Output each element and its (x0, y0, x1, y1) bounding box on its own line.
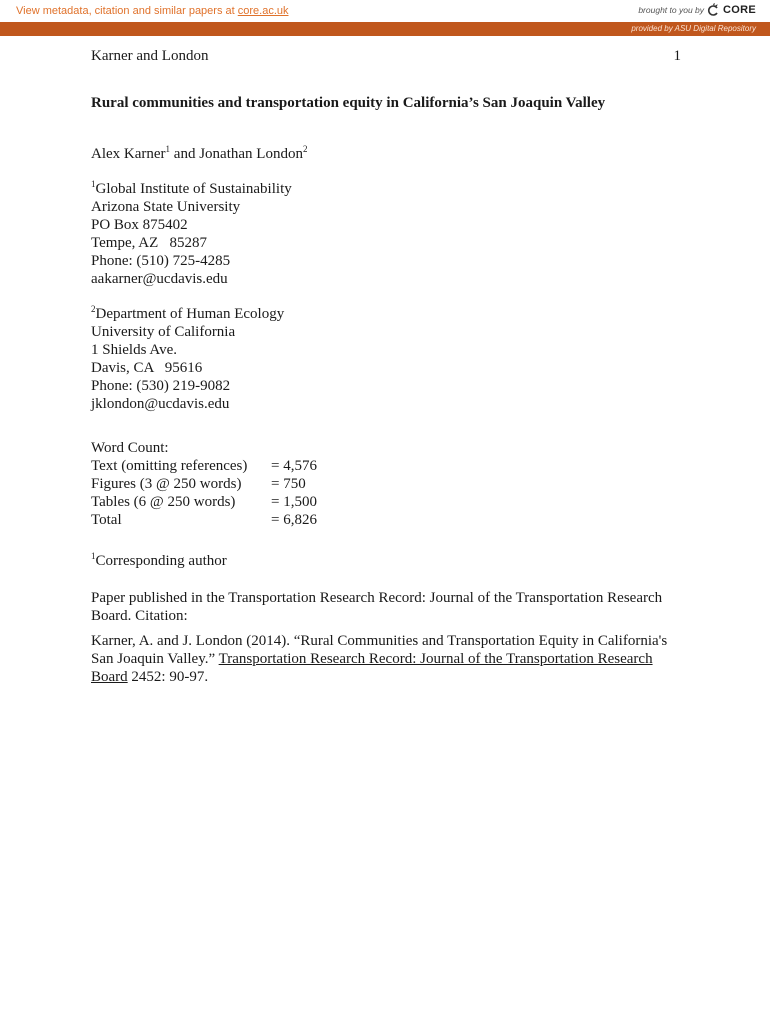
word-count (91, 439, 317, 529)
affiliation-2-line: Davis, CA 95616 (91, 360, 203, 376)
core-logo-icon (707, 3, 720, 17)
affiliation-1-email[interactable]: aakarner@ucdavis.edu (91, 271, 228, 287)
author-1-sup: 1 (165, 144, 171, 154)
core-provided-bar (0, 22, 770, 36)
affiliation-2-sup: 2 (91, 304, 96, 314)
author-line (91, 145, 307, 163)
word-count-label: Total (91, 512, 122, 528)
word-count-value: = 1,500 (271, 494, 317, 510)
affiliation-2-email[interactable]: jklondon@ucdavis.edu (91, 396, 230, 412)
affiliation-2-phone: Phone: (530) 219-9082 (91, 378, 231, 394)
word-count-label: Text (omitting references) (91, 458, 248, 474)
corresponding-text: Corresponding author (95, 553, 227, 569)
affiliation-1 (91, 180, 292, 288)
word-count-label: Tables (6 @ 250 words) (91, 494, 236, 510)
core-metadata-prefix: View metadata, citation and similar papers at (16, 5, 238, 17)
affiliation-2 (91, 305, 284, 413)
corresponding-sup: 1 (91, 551, 96, 561)
core-brought-by[interactable] (638, 3, 756, 17)
affiliation-2-line: $^2$Department of Human Ecology (91, 304, 285, 322)
word-count-row (91, 511, 317, 529)
author-2-name: Jonathan London (199, 146, 303, 162)
citation-suffix: 2452: 90-97. (127, 669, 209, 685)
core-link[interactable]: core.ac.uk (237, 5, 289, 17)
affiliation-1-line: Arizona State University (91, 199, 241, 215)
core-banner (0, 0, 770, 22)
word-count-row (91, 457, 317, 475)
word-count-row (91, 493, 317, 511)
word-count-value: = 6,826 (271, 512, 317, 528)
page-number: 1 (673, 48, 681, 64)
citation-journal-link[interactable]: Transportation Research Record: Journal of the Transportation Research Board (91, 651, 653, 685)
brought-by-text: brought to you by (638, 5, 705, 15)
paper-title: Rural communities and transportation equity in California’s San Joaquin Valley (91, 95, 606, 111)
published-note: Paper published in the Transportation Research Record: Journal of the Transportation Research Board. Citation: (91, 590, 663, 624)
affiliation-1-phone: Phone: (510) 725-4285 (91, 253, 231, 269)
affiliation-1-sup: 1 (91, 179, 96, 189)
corresponding-author-note (91, 552, 227, 570)
affiliation-1-line: PO Box 875402 (91, 217, 188, 233)
core-metadata-text (16, 5, 289, 17)
affiliation-2-line: University of California (91, 324, 236, 340)
word-count-heading: Word Count: (91, 440, 169, 456)
word-count-label: Figures (3 @ 250 words) (91, 476, 242, 492)
citation-prefix: Karner, A. and J. London (2014). “Rural Communities and Transportation Equity in California's San Joaquin Valley.” (91, 633, 668, 667)
author-conjunction: and (170, 146, 200, 162)
running-head-authors: Karner and London (91, 48, 209, 64)
core-logo-text: CORE (723, 4, 756, 16)
running-head (91, 47, 681, 65)
affiliation-1-line: Tempe, AZ 85287 (91, 235, 208, 251)
provided-by-text[interactable]: provided by ASU Digital Repository (631, 24, 756, 33)
citation (91, 632, 681, 686)
word-count-value: = 4,576 (271, 458, 317, 474)
word-count-row (91, 475, 317, 493)
author-2-sup: 2 (302, 144, 308, 154)
affiliation-1-line: $^1$Global Institute of Sustainability (91, 179, 292, 197)
word-count-value: = 750 (271, 476, 306, 492)
author-1-name: Alex Karner (91, 146, 166, 162)
affiliation-2-line: 1 Shields Ave. (91, 342, 177, 358)
